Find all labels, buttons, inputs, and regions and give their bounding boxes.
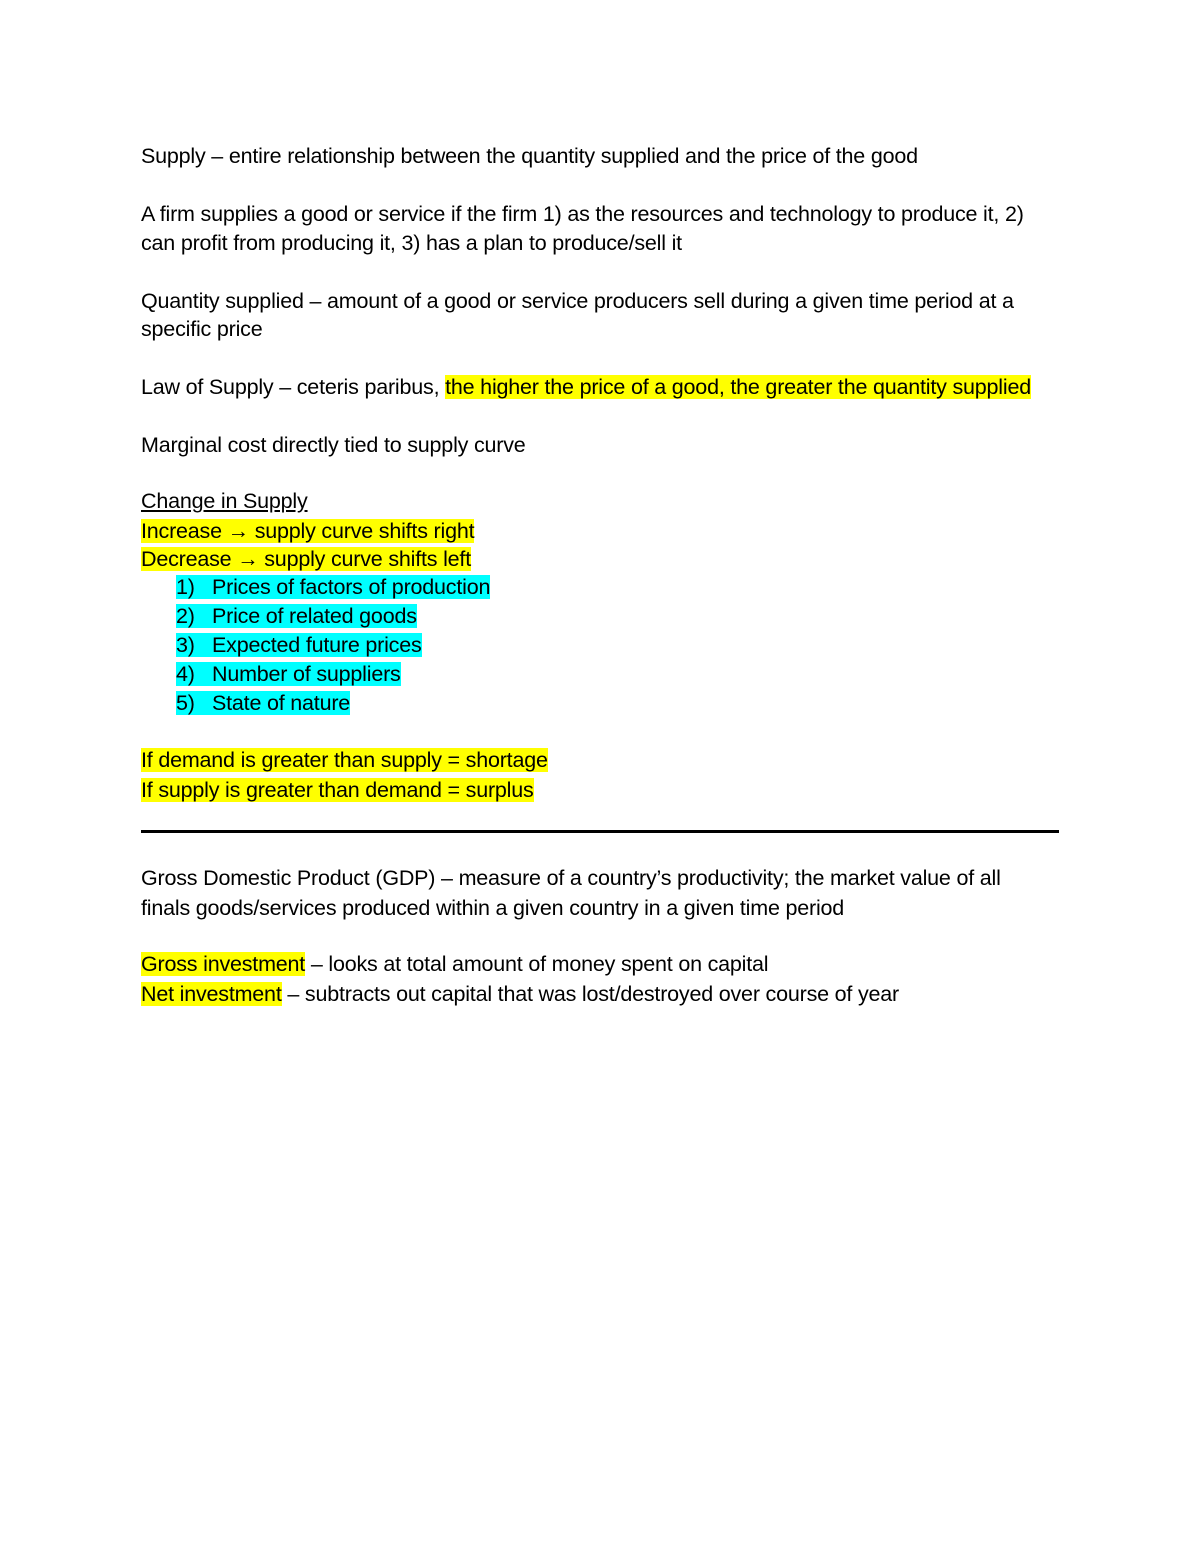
- list-item-number: 3): [176, 633, 195, 657]
- law-of-supply-highlight: the higher the price of a good, the greater the quantity supplied: [445, 375, 1031, 399]
- list-item-text: State of nature: [212, 691, 351, 715]
- firm-supplies-text-2: can profit from producing it, 3) has a plan to produce/sell it: [141, 231, 682, 255]
- quantity-supplied-text-2: specific price: [141, 317, 263, 341]
- shortage-text: If demand is greater than supply = shortage: [141, 748, 548, 772]
- gross-investment-line: [141, 950, 768, 978]
- quantity-supplied-line-2: [141, 315, 262, 343]
- firm-supplies-line-2: [141, 229, 682, 257]
- change-in-supply-heading-text: Change in Supply: [141, 489, 308, 513]
- supply-definition: [141, 142, 918, 170]
- quantity-supplied-text-1: Quantity supplied – amount of a good or service producers sell during a given time period at a: [141, 289, 1014, 313]
- list-item-number: 4): [176, 662, 195, 686]
- net-investment-term: Net investment: [141, 982, 282, 1006]
- list-item: [176, 631, 422, 659]
- marginal-cost-text: Marginal cost directly tied to supply curve: [141, 433, 526, 457]
- firm-supplies-line-1: [141, 200, 1024, 228]
- firm-supplies-text-1: A firm supplies a good or service if the firm 1) as the resources and technology to produce it, 2): [141, 202, 1024, 226]
- increase-text: Increase → supply curve shifts right: [141, 519, 475, 543]
- increase-line: [141, 517, 474, 545]
- marginal-cost-line: [141, 431, 526, 459]
- gross-investment-term: Gross investment: [141, 952, 306, 976]
- gdp-definition-line-1: [141, 864, 1001, 892]
- gdp-definition-text-2: finals goods/services produced within a given country in a given time period: [141, 896, 845, 920]
- list-item-text: Prices of factors of production: [212, 575, 491, 599]
- list-item-number: 1): [176, 575, 195, 599]
- quantity-supplied-line-1: [141, 287, 1014, 315]
- change-in-supply-heading: [141, 487, 308, 515]
- decrease-text: Decrease → supply curve shifts left: [141, 547, 471, 571]
- gdp-definition-text-1: Gross Domestic Product (GDP) – measure of a country’s productivity; the market value of all: [141, 866, 1001, 890]
- list-item: [176, 602, 417, 630]
- list-item-number: 2): [176, 604, 195, 628]
- surplus-line: [141, 776, 534, 804]
- law-of-supply-prefix: Law of Supply – ceteris paribus,: [141, 375, 446, 399]
- list-item: [176, 573, 490, 601]
- law-of-supply: [141, 373, 1031, 401]
- net-investment-definition: – subtracts out capital that was lost/destroyed over course of year: [281, 982, 899, 1006]
- list-item-text: Number of suppliers: [212, 662, 401, 686]
- decrease-line: [141, 545, 471, 573]
- shortage-line: [141, 746, 548, 774]
- gdp-definition-line-2: [141, 894, 844, 922]
- net-investment-line: [141, 980, 899, 1008]
- gross-investment-definition: – looks at total amount of money spent on capital: [305, 952, 769, 976]
- list-item-text: Expected future prices: [212, 633, 422, 657]
- supply-definition-text: Supply – entire relationship between the quantity supplied and the price of the good: [141, 144, 918, 168]
- horizontal-divider: [141, 830, 1059, 833]
- list-item: [176, 689, 350, 717]
- list-item-number: 5): [176, 691, 195, 715]
- list-item-text: Price of related goods: [212, 604, 417, 628]
- surplus-text: If supply is greater than demand = surplus: [141, 778, 534, 802]
- list-item: [176, 660, 401, 688]
